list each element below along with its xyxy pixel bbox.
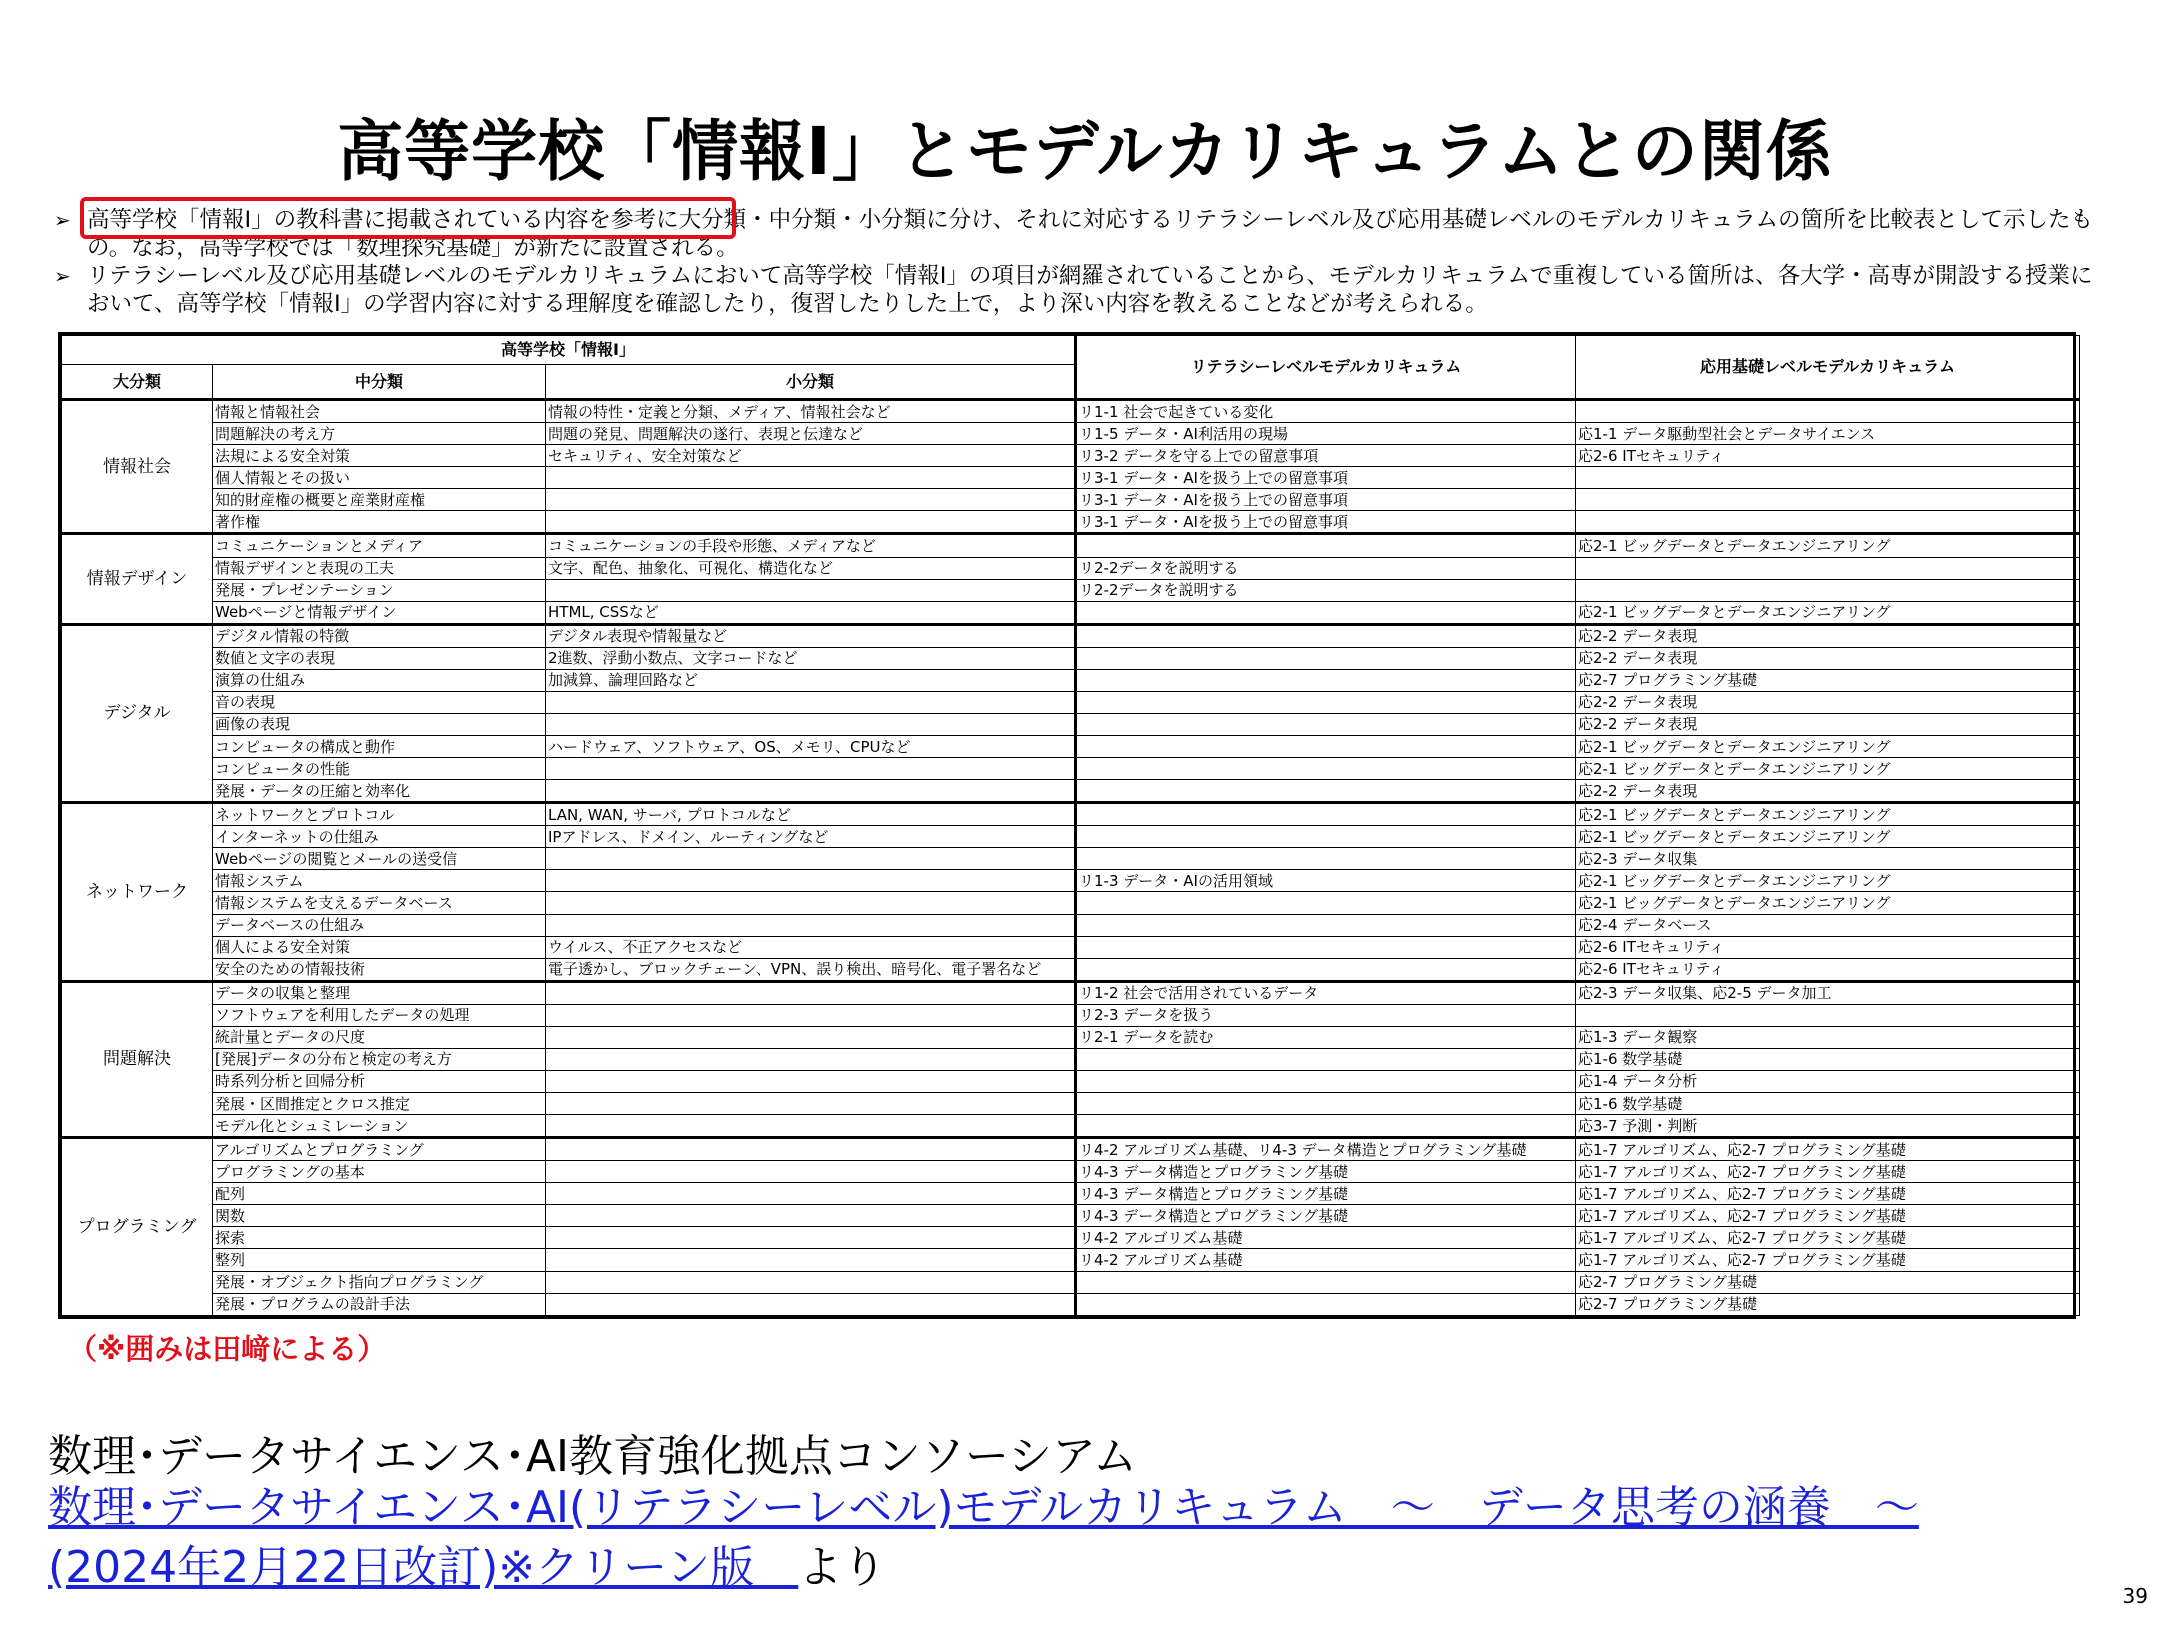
- middle-cell: ネットワークとプロトコル: [213, 803, 546, 826]
- minor-cell: [546, 511, 1076, 534]
- table-row: [62, 758, 2080, 780]
- applied-cell: 応2-2 データ表現: [1576, 780, 2080, 803]
- header-major: 大分類: [62, 365, 213, 400]
- middle-cell: 発展・オブジェクト指向プログラミング: [213, 1271, 546, 1293]
- major-category-cell: プログラミング: [62, 1138, 213, 1316]
- literacy-cell: リ3-1 データ・AIを扱う上での留意事項: [1076, 489, 1576, 511]
- literacy-cell: [1076, 647, 1576, 669]
- middle-cell: [発展]データの分布と検定の考え方: [213, 1048, 546, 1070]
- consortium-name: 数理･データサイエンス･AI教育強化拠点コンソーシアム: [48, 1431, 1137, 1482]
- minor-cell: [546, 1205, 1076, 1227]
- middle-cell: インターネットの仕組み: [213, 826, 546, 848]
- middle-cell: プログラミングの基本: [213, 1161, 546, 1183]
- literacy-cell: リ3-2 データを守る上での留意事項: [1076, 445, 1576, 467]
- major-category-cell: 情報社会: [62, 400, 213, 534]
- table-row: [62, 826, 2080, 848]
- table-row: [62, 647, 2080, 669]
- minor-cell: [546, 758, 1076, 780]
- applied-cell: [1576, 489, 2080, 511]
- bullet-text: 高等学校「情報Ⅰ」の教科書に掲載されている内容を参考に大分類・中分類・小分類に分け、それに対応するリテラシーレベル及び応用基礎レベルのモデルカリキュラムの箇所を比較表として示したもの。なお，高等学校では「数理探究基礎」が新たに設置される。: [87, 207, 2093, 261]
- literacy-cell: [1076, 1048, 1576, 1070]
- applied-cell: [1576, 511, 2080, 534]
- literacy-cell: [1076, 713, 1576, 735]
- table-row: [62, 713, 2080, 735]
- applied-cell: 応2-1 ビッグデータとデータエンジニアリング: [1576, 601, 2080, 624]
- middle-cell: コンピュータの構成と動作: [213, 736, 546, 758]
- table-row: [62, 579, 2080, 601]
- literacy-cell: [1076, 758, 1576, 780]
- middle-cell: コミュニケーションとメディア: [213, 534, 546, 557]
- middle-cell: 知的財産権の概要と産業財産権: [213, 489, 546, 511]
- table-row: [62, 981, 2080, 1004]
- table-row: [62, 423, 2080, 445]
- bullet-arrow-icon: ➢: [54, 264, 71, 288]
- middle-cell: データの収集と整理: [213, 981, 546, 1004]
- table-row: [62, 1026, 2080, 1048]
- middle-cell: 情報システムを支えるデータベース: [213, 892, 546, 914]
- middle-cell: 探索: [213, 1227, 546, 1249]
- minor-cell: [546, 1004, 1076, 1026]
- table-row: [62, 691, 2080, 713]
- minor-cell: [546, 579, 1076, 601]
- applied-cell: 応2-1 ビッグデータとデータエンジニアリング: [1576, 758, 2080, 780]
- middle-cell: アルゴリズムとプログラミング: [213, 1138, 546, 1161]
- table-row: [62, 467, 2080, 489]
- applied-cell: [1576, 467, 2080, 489]
- table-row: [62, 445, 2080, 467]
- minor-cell: [546, 914, 1076, 936]
- table-row: [62, 848, 2080, 870]
- major-category-cell: 情報デザイン: [62, 534, 213, 624]
- applied-cell: 応1-7 アルゴリズム、応2-7 プログラミング基礎: [1576, 1249, 2080, 1271]
- middle-cell: 関数: [213, 1205, 546, 1227]
- minor-cell: デジタル表現や情報量など: [546, 624, 1076, 647]
- minor-cell: [546, 1093, 1076, 1115]
- minor-cell: [546, 870, 1076, 892]
- minor-cell: 2進数、浮動小数点、文字コードなど: [546, 647, 1076, 669]
- literacy-cell: [1076, 601, 1576, 624]
- table-row: [62, 1115, 2080, 1138]
- minor-cell: コミュニケーションの手段や形態、メディアなど: [546, 534, 1076, 557]
- middle-cell: 発展・プレゼンテーション: [213, 579, 546, 601]
- minor-cell: 加減算、論理回路など: [546, 669, 1076, 691]
- middle-cell: Webページの閲覧とメールの送受信: [213, 848, 546, 870]
- middle-cell: 法規による安全対策: [213, 445, 546, 467]
- middle-cell: 著作権: [213, 511, 546, 534]
- literacy-cell: [1076, 534, 1576, 557]
- middle-cell: 情報デザインと表現の工夫: [213, 557, 546, 579]
- table-row: [62, 958, 2080, 981]
- literacy-cell: リ1-5 データ・AI利活用の現場: [1076, 423, 1576, 445]
- highlight-box: [80, 197, 736, 239]
- applied-cell: 応2-1 ビッグデータとデータエンジニアリング: [1576, 534, 2080, 557]
- minor-cell: [546, 1271, 1076, 1293]
- applied-cell: 応2-7 プログラミング基礎: [1576, 669, 2080, 691]
- minor-cell: [546, 1183, 1076, 1205]
- literacy-cell: [1076, 1093, 1576, 1115]
- literacy-cell: リ1-1 社会で起きている変化: [1076, 400, 1576, 423]
- minor-cell: [546, 691, 1076, 713]
- middle-cell: 数値と文字の表現: [213, 647, 546, 669]
- minor-cell: [546, 1227, 1076, 1249]
- applied-cell: 応2-6 ITセキュリティ: [1576, 958, 2080, 981]
- middle-cell: コンピュータの性能: [213, 758, 546, 780]
- table-row: [62, 736, 2080, 758]
- middle-cell: 発展・データの圧縮と効率化: [213, 780, 546, 803]
- applied-cell: 応1-1 データ駆動型社会とデータサイエンス: [1576, 423, 2080, 445]
- applied-cell: 応1-6 数学基礎: [1576, 1048, 2080, 1070]
- table-row: [62, 1004, 2080, 1026]
- applied-cell: 応2-7 プログラミング基礎: [1576, 1293, 2080, 1315]
- middle-cell: 時系列分析と回帰分析: [213, 1070, 546, 1092]
- middle-cell: 発展・プログラムの設計手法: [213, 1293, 546, 1315]
- literacy-cell: リ4-3 データ構造とプログラミング基礎: [1076, 1205, 1576, 1227]
- slide-title: 高等学校「情報Ⅰ」とモデルカリキュラムとの関係: [337, 113, 1833, 190]
- table-row: [62, 1138, 2080, 1161]
- header-middle: 中分類: [213, 365, 546, 400]
- applied-cell: 応1-7 アルゴリズム、応2-7 プログラミング基礎: [1576, 1138, 2080, 1161]
- table-row: [62, 892, 2080, 914]
- annotation-note: （※囲みは田﨑による）: [68, 1332, 387, 1366]
- minor-cell: セキュリティ、安全対策など: [546, 445, 1076, 467]
- applied-cell: 応2-1 ビッグデータとデータエンジニアリング: [1576, 892, 2080, 914]
- table-row: [62, 1093, 2080, 1115]
- middle-cell: 発展・区間推定とクロス推定: [213, 1093, 546, 1115]
- middle-cell: 情報システム: [213, 870, 546, 892]
- table-row: [62, 489, 2080, 511]
- minor-cell: [546, 1249, 1076, 1271]
- applied-cell: 応2-2 データ表現: [1576, 624, 2080, 647]
- source-suffix: より: [798, 1542, 887, 1593]
- table-row: [62, 624, 2080, 647]
- literacy-cell: [1076, 1271, 1576, 1293]
- literacy-cell: [1076, 936, 1576, 958]
- applied-cell: 応2-2 データ表現: [1576, 647, 2080, 669]
- applied-cell: 応1-7 アルゴリズム、応2-7 プログラミング基礎: [1576, 1183, 2080, 1205]
- applied-cell: 応1-4 データ分析: [1576, 1070, 2080, 1092]
- literacy-cell: リ4-3 データ構造とプログラミング基礎: [1076, 1183, 1576, 1205]
- comparison-table: [58, 332, 2076, 1319]
- minor-cell: [546, 467, 1076, 489]
- literacy-cell: リ2-2データを説明する: [1076, 557, 1576, 579]
- literacy-cell: リ4-2 アルゴリズム基礎: [1076, 1227, 1576, 1249]
- literacy-cell: [1076, 848, 1576, 870]
- literacy-cell: [1076, 624, 1576, 647]
- literacy-cell: [1076, 780, 1576, 803]
- applied-cell: 応3-7 予測・判断: [1576, 1115, 2080, 1138]
- group-header: 高等学校「情報Ⅰ」: [62, 336, 1076, 365]
- middle-cell: 個人による安全対策: [213, 936, 546, 958]
- applied-cell: [1576, 557, 2080, 579]
- minor-cell: LAN, WAN, サーバ, プロトコルなど: [546, 803, 1076, 826]
- middle-cell: 音の表現: [213, 691, 546, 713]
- table-row: [62, 1227, 2080, 1249]
- applied-cell: 応2-3 データ収集、応2-5 データ加工: [1576, 981, 2080, 1004]
- minor-cell: ウイルス、不正アクセスなど: [546, 936, 1076, 958]
- applied-cell: 応1-6 数学基礎: [1576, 1093, 2080, 1115]
- middle-cell: 情報と情報社会: [213, 400, 546, 423]
- table-row: [62, 511, 2080, 534]
- literacy-cell: リ4-2 アルゴリズム基礎、リ4-3 データ構造とプログラミング基礎: [1076, 1138, 1576, 1161]
- literacy-cell: [1076, 958, 1576, 981]
- middle-cell: Webページと情報デザイン: [213, 601, 546, 624]
- table-row: [62, 1205, 2080, 1227]
- applied-cell: 応2-7 プログラミング基礎: [1576, 1271, 2080, 1293]
- middle-cell: データベースの仕組み: [213, 914, 546, 936]
- middle-cell: 画像の表現: [213, 713, 546, 735]
- header-literacy: リテラシーレベルモデルカリキュラム: [1076, 336, 1576, 400]
- minor-cell: [546, 892, 1076, 914]
- literacy-cell: リ2-3 データを扱う: [1076, 1004, 1576, 1026]
- literacy-cell: [1076, 691, 1576, 713]
- literacy-cell: リ4-2 アルゴリズム基礎: [1076, 1249, 1576, 1271]
- literacy-cell: リ1-2 社会で活用されているデータ: [1076, 981, 1576, 1004]
- table-row: [62, 1293, 2080, 1315]
- literacy-cell: [1076, 826, 1576, 848]
- applied-cell: 応2-1 ビッグデータとデータエンジニアリング: [1576, 736, 2080, 758]
- minor-cell: HTML, CSSなど: [546, 601, 1076, 624]
- applied-cell: 応2-1 ビッグデータとデータエンジニアリング: [1576, 803, 2080, 826]
- minor-cell: [546, 1115, 1076, 1138]
- applied-cell: 応1-7 アルゴリズム、応2-7 プログラミング基礎: [1576, 1161, 2080, 1183]
- applied-cell: [1576, 400, 2080, 423]
- major-category-cell: デジタル: [62, 624, 213, 803]
- applied-cell: [1576, 579, 2080, 601]
- applied-cell: 応2-2 データ表現: [1576, 713, 2080, 735]
- minor-cell: [546, 1293, 1076, 1315]
- table-row: [62, 557, 2080, 579]
- table-row: [62, 534, 2080, 557]
- applied-cell: 応2-1 ビッグデータとデータエンジニアリング: [1576, 826, 2080, 848]
- table-row: [62, 1183, 2080, 1205]
- applied-cell: 応2-4 データベース: [1576, 914, 2080, 936]
- literacy-cell: [1076, 1293, 1576, 1315]
- table-row: [62, 1070, 2080, 1092]
- table-row: [62, 914, 2080, 936]
- middle-cell: デジタル情報の特徴: [213, 624, 546, 647]
- major-category-cell: 問題解決: [62, 981, 213, 1137]
- table-row: [62, 1271, 2080, 1293]
- minor-cell: IPアドレス、ドメイン、ルーティングなど: [546, 826, 1076, 848]
- table-row: [62, 780, 2080, 803]
- source-citation: [48, 1478, 2008, 1598]
- table-row: [62, 669, 2080, 691]
- bullet-arrow-icon: ➢: [54, 208, 71, 232]
- minor-cell: 情報の特性・定義と分類、メディア、情報社会など: [546, 400, 1076, 423]
- minor-cell: [546, 713, 1076, 735]
- table-row: [62, 400, 2080, 423]
- literacy-cell: [1076, 803, 1576, 826]
- middle-cell: 整列: [213, 1249, 546, 1271]
- minor-cell: 電子透かし、ブロックチェーン、VPN、誤り検出、暗号化、電子署名など: [546, 958, 1076, 981]
- applied-cell: 応2-2 データ表現: [1576, 691, 2080, 713]
- literacy-cell: リ4-3 データ構造とプログラミング基礎: [1076, 1161, 1576, 1183]
- header-applied: 応用基礎レベルモデルカリキュラム: [1576, 336, 2080, 400]
- literacy-cell: [1076, 892, 1576, 914]
- table-row: [62, 936, 2080, 958]
- applied-cell: 応1-7 アルゴリズム、応2-7 プログラミング基礎: [1576, 1205, 2080, 1227]
- applied-cell: 応2-1 ビッグデータとデータエンジニアリング: [1576, 870, 2080, 892]
- middle-cell: 演算の仕組み: [213, 669, 546, 691]
- minor-cell: [546, 780, 1076, 803]
- literacy-cell: [1076, 1115, 1576, 1138]
- middle-cell: 配列: [213, 1183, 546, 1205]
- literacy-cell: リ2-1 データを読む: [1076, 1026, 1576, 1048]
- applied-cell: 応2-6 ITセキュリティ: [1576, 936, 2080, 958]
- literacy-cell: [1076, 669, 1576, 691]
- middle-cell: 安全のための情報技術: [213, 958, 546, 981]
- applied-cell: 応1-7 アルゴリズム、応2-7 プログラミング基礎: [1576, 1227, 2080, 1249]
- literacy-cell: リ3-1 データ・AIを扱う上での留意事項: [1076, 511, 1576, 534]
- middle-cell: ソフトウェアを利用したデータの処理: [213, 1004, 546, 1026]
- applied-cell: [1576, 1004, 2080, 1026]
- literacy-cell: [1076, 914, 1576, 936]
- minor-cell: 問題の発見、問題解決の遂行、表現と伝達など: [546, 423, 1076, 445]
- header-minor: 小分類: [546, 365, 1076, 400]
- table-row: [62, 1048, 2080, 1070]
- middle-cell: 統計量とデータの尺度: [213, 1026, 546, 1048]
- minor-cell: [546, 981, 1076, 1004]
- literacy-cell: リ1-3 データ・AIの活用領域: [1076, 870, 1576, 892]
- minor-cell: [546, 1048, 1076, 1070]
- applied-cell: 応2-3 データ収集: [1576, 848, 2080, 870]
- literacy-cell: リ2-2データを説明する: [1076, 579, 1576, 601]
- table-row: [62, 1249, 2080, 1271]
- literacy-cell: [1076, 736, 1576, 758]
- bullet-text: リテラシーレベル及び応用基礎レベルのモデルカリキュラムにおいて高等学校「情報Ⅰ」の項目が網羅されていることから、モデルカリキュラムで重複している箇所は、各大学・高専が開設する授業において、高等学校「情報Ⅰ」の学習内容に対する理解度を確認したり，復習したりした上で，より深い内容を教えることなどが考えられる。: [87, 263, 2093, 317]
- minor-cell: [546, 1161, 1076, 1183]
- minor-cell: [546, 1138, 1076, 1161]
- bullet-point: [54, 262, 2094, 318]
- page-number: 39: [2122, 1584, 2148, 1608]
- minor-cell: [546, 489, 1076, 511]
- minor-cell: ハードウェア、ソフトウェア、OS、メモリ、CPUなど: [546, 736, 1076, 758]
- source-link[interactable]: 数理･データサイエンス･AI(リテラシーレベル)モデルカリキュラム ～ データ思考の涵養 ～(2024年2月22日改訂)※クリーン版: [48, 1482, 1919, 1593]
- table-row: [62, 803, 2080, 826]
- literacy-cell: [1076, 1070, 1576, 1092]
- table-row: [62, 870, 2080, 892]
- minor-cell: 文字、配色、抽象化、可視化、構造化など: [546, 557, 1076, 579]
- middle-cell: 個人情報とその扱い: [213, 467, 546, 489]
- middle-cell: モデル化とシュミレーション: [213, 1115, 546, 1138]
- middle-cell: 問題解決の考え方: [213, 423, 546, 445]
- applied-cell: 応2-6 ITセキュリティ: [1576, 445, 2080, 467]
- table-body: [62, 400, 2080, 1316]
- major-category-cell: ネットワーク: [62, 803, 213, 982]
- minor-cell: [546, 1026, 1076, 1048]
- applied-cell: 応1-3 データ観察: [1576, 1026, 2080, 1048]
- table-row: [62, 1161, 2080, 1183]
- literacy-cell: リ3-1 データ・AIを扱う上での留意事項: [1076, 467, 1576, 489]
- minor-cell: [546, 848, 1076, 870]
- minor-cell: [546, 1070, 1076, 1092]
- table-row: [62, 601, 2080, 624]
